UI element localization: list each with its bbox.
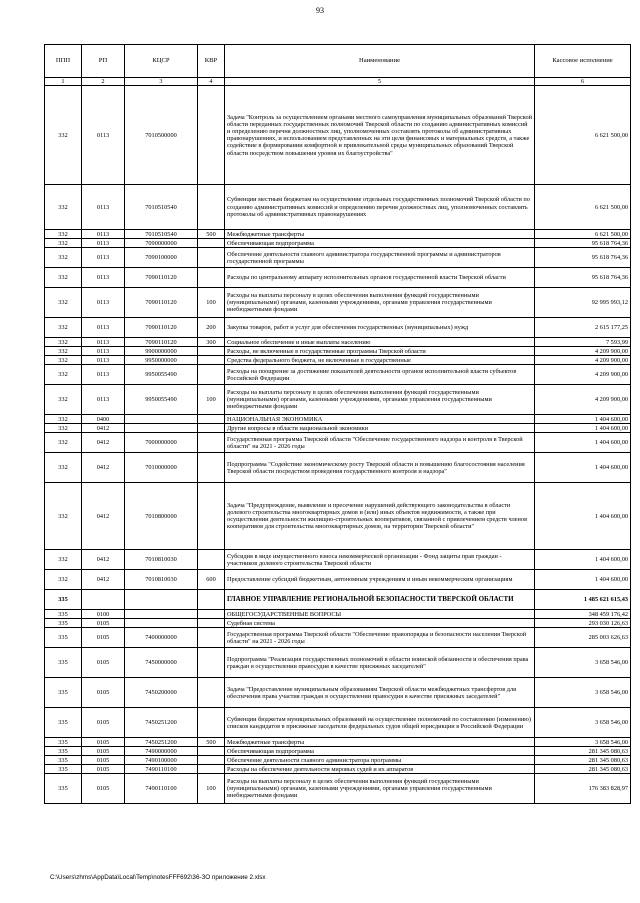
column-number: 6: [535, 78, 631, 86]
table-row: [45, 338, 631, 347]
cell-name: Подпрограмма "Содействие экономическому росту Тверской области и повышению благосостояния населения Тверской области посредством проведения государственного контроля и надзора": [225, 453, 535, 483]
header-kvr: КВР: [198, 45, 225, 78]
table-row: [45, 590, 631, 610]
table-row: [45, 765, 631, 774]
cell-kvr: [198, 678, 225, 708]
cell-kcsr: 7010810030: [125, 570, 198, 590]
cell-kvr: 100: [198, 385, 225, 415]
cell-amount: 95 618 764,36: [535, 248, 631, 268]
cell-kcsr: 9950055490: [125, 365, 198, 385]
cell-kvr: [198, 648, 225, 678]
cell-amount: 1 404 600,00: [535, 550, 631, 570]
table-row: [45, 648, 631, 678]
cell-kvr: [198, 550, 225, 570]
cell-kvr: 100: [198, 288, 225, 318]
table-row: [45, 365, 631, 385]
cell-name: Государственная программа Тверской области "Обеспечение государственного надзора и контроля в Тверской области" на 2021 - 2026 годы: [225, 433, 535, 453]
column-number: 3: [125, 78, 198, 86]
cell-amount: 1 404 600,00: [535, 570, 631, 590]
table-row: [45, 756, 631, 765]
cell-amount: 95 618 764,36: [535, 239, 631, 248]
cell-amount: 3 658 546,00: [535, 648, 631, 678]
page-number: 93: [316, 6, 324, 15]
cell-kvr: 100: [198, 774, 225, 804]
cell-rp: 0412: [82, 424, 125, 433]
cell-rp: 0113: [82, 185, 125, 230]
cell-ppp: 332: [45, 415, 82, 424]
cell-name: Межбюджетные трансферты: [225, 738, 535, 747]
cell-kcsr: 7450251200: [125, 738, 198, 747]
cell-kcsr: 7090110120: [125, 268, 198, 288]
cell-amount: 1 404 600,00: [535, 424, 631, 433]
cell-kvr: [198, 619, 225, 628]
cell-amount: 1 404 600,00: [535, 453, 631, 483]
cell-ppp: 332: [45, 338, 82, 347]
cell-rp: 0105: [82, 747, 125, 756]
cell-kvr: [198, 347, 225, 356]
cell-amount: 281 345 080,63: [535, 747, 631, 756]
cell-kcsr: [125, 415, 198, 424]
cell-ppp: 335: [45, 648, 82, 678]
cell-rp: 0113: [82, 239, 125, 248]
cell-rp: 0412: [82, 550, 125, 570]
cell-amount: 4 209 900,00: [535, 385, 631, 415]
table-row: [45, 747, 631, 756]
table-row: [45, 628, 631, 648]
cell-name: Межбюджетные трансферты: [225, 230, 535, 239]
cell-kcsr: 7450000000: [125, 648, 198, 678]
cell-ppp: 335: [45, 774, 82, 804]
cell-ppp: 332: [45, 483, 82, 550]
cell-kcsr: 7010510540: [125, 230, 198, 239]
cell-kcsr: 7490110100: [125, 765, 198, 774]
cell-name: Субвенции бюджетам муниципальных образований на осуществление полномочий по составлению (изменению) списков кандидатов в присяжные заседатели федеральных судов общей юрисдикции в Российской Федерации: [225, 708, 535, 738]
cell-name: Расходы, не включенные в государственные программы Тверской области: [225, 347, 535, 356]
cell-amount: 176 383 828,97: [535, 774, 631, 804]
cell-rp: 0105: [82, 774, 125, 804]
table-row: [45, 738, 631, 747]
cell-amount: 95 618 764,36: [535, 268, 631, 288]
table-row: [45, 347, 631, 356]
cell-ppp: 332: [45, 230, 82, 239]
cell-ppp: 332: [45, 86, 82, 185]
cell-rp: 0113: [82, 288, 125, 318]
cell-kcsr: 7010500000: [125, 86, 198, 185]
cell-kvr: [198, 248, 225, 268]
cell-name: Обеспечение деятельности главного администратора программы: [225, 756, 535, 765]
cell-ppp: 335: [45, 628, 82, 648]
cell-rp: 0412: [82, 483, 125, 550]
cell-ppp: 335: [45, 678, 82, 708]
cell-kcsr: 7090110120: [125, 318, 198, 338]
cell-ppp: 335: [45, 610, 82, 619]
cell-rp: 0105: [82, 765, 125, 774]
cell-amount: 1 404 600,00: [535, 415, 631, 424]
cell-amount: 4 209 900,00: [535, 365, 631, 385]
cell-ppp: 332: [45, 550, 82, 570]
cell-ppp: 335: [45, 738, 82, 747]
header-rp: РП: [82, 45, 125, 78]
cell-kcsr: 7400000000: [125, 628, 198, 648]
cell-kvr: [198, 590, 225, 610]
cell-kcsr: 7090110120: [125, 288, 198, 318]
cell-kvr: [198, 424, 225, 433]
cell-name: Обеспечивающая подпрограмма: [225, 747, 535, 756]
cell-rp: 0105: [82, 708, 125, 738]
cell-kvr: 500: [198, 230, 225, 239]
cell-kvr: [198, 747, 225, 756]
cell-kvr: 600: [198, 570, 225, 590]
table-row: [45, 268, 631, 288]
cell-amount: 3 658 546,00: [535, 738, 631, 747]
cell-amount: 348 459 176,42: [535, 610, 631, 619]
cell-rp: 0105: [82, 619, 125, 628]
cell-rp: 0113: [82, 268, 125, 288]
cell-ppp: 332: [45, 424, 82, 433]
cell-kcsr: 7490000000: [125, 747, 198, 756]
cell-ppp: 332: [45, 570, 82, 590]
header-ppp: ППП: [45, 45, 82, 78]
cell-name: НАЦИОНАЛЬНАЯ ЭКОНОМИКА: [225, 415, 535, 424]
cell-rp: 0113: [82, 230, 125, 239]
table-row: [45, 678, 631, 708]
cell-rp: 0412: [82, 433, 125, 453]
cell-ppp: 332: [45, 239, 82, 248]
cell-ppp: 332: [45, 433, 82, 453]
column-number: 5: [225, 78, 535, 86]
cell-kvr: [198, 268, 225, 288]
column-number: 2: [82, 78, 125, 86]
cell-kvr: [198, 756, 225, 765]
cell-rp: 0113: [82, 365, 125, 385]
cell-kcsr: 7450200000: [125, 678, 198, 708]
cell-kcsr: 7010000000: [125, 453, 198, 483]
cell-ppp: 335: [45, 708, 82, 738]
cell-ppp: 332: [45, 453, 82, 483]
cell-ppp: 335: [45, 747, 82, 756]
cell-kvr: [198, 365, 225, 385]
cell-name: Судебная система: [225, 619, 535, 628]
cell-kcsr: [125, 424, 198, 433]
cell-amount: 293 030 126,63: [535, 619, 631, 628]
cell-amount: 6 621 500,00: [535, 185, 631, 230]
cell-name: Средства федерального бюджета, не включенные в государственные: [225, 356, 535, 365]
cell-ppp: 335: [45, 590, 82, 610]
header-kcsr: КЦСР: [125, 45, 198, 78]
cell-rp: 0105: [82, 678, 125, 708]
cell-name: ОБЩЕГОСУДАРСТВЕННЫЕ ВОПРОСЫ: [225, 610, 535, 619]
cell-ppp: 335: [45, 756, 82, 765]
cell-kcsr: 7490110100: [125, 774, 198, 804]
cell-ppp: 332: [45, 185, 82, 230]
cell-kcsr: 7010800000: [125, 483, 198, 550]
cell-kvr: [198, 433, 225, 453]
cell-kcsr: 7010810030: [125, 550, 198, 570]
cell-name: Задача "Предупреждение, выявление и пресечение нарушений действующего законодательства в области долевого строительства многоквартирных домов и (или) иных объектов недвижимости, а также при осуществлении деятельности жилищно-строительных кооперативов, связанной с привлечением средств членов кооперативов для строительства многоквартирных домов, на территории Тверской области": [225, 483, 535, 550]
cell-rp: 0400: [82, 415, 125, 424]
cell-kcsr: [125, 619, 198, 628]
table-row: [45, 550, 631, 570]
table-body: [45, 78, 631, 804]
table-row: [45, 230, 631, 239]
cell-amount: 4 209 900,00: [535, 356, 631, 365]
cell-amount: 281 345 080,63: [535, 765, 631, 774]
cell-name: Другие вопросы в области национальной экономики: [225, 424, 535, 433]
cell-amount: 1 404 600,00: [535, 433, 631, 453]
cell-kvr: [198, 185, 225, 230]
cell-amount: 3 658 546,00: [535, 708, 631, 738]
cell-kvr: [198, 356, 225, 365]
cell-name: Обеспечение деятельности главного администратора государственной программы и администраторов государственной программы: [225, 248, 535, 268]
cell-name: ГЛАВНОЕ УПРАВЛЕНИЕ РЕГИОНАЛЬНОЙ БЕЗОПАСНОСТИ ТВЕРСКОЙ ОБЛАСТИ: [225, 590, 535, 610]
cell-rp: 0113: [82, 347, 125, 356]
column-number: 4: [198, 78, 225, 86]
cell-name: Расходы на выплаты персоналу в целях обеспечения выполнения функций государственными (муниципальными) органами, казенными учреждениями, органами управления государственными внебюджетными фондами: [225, 385, 535, 415]
cell-ppp: 332: [45, 268, 82, 288]
cell-ppp: 332: [45, 356, 82, 365]
cell-ppp: 332: [45, 347, 82, 356]
header-name: Наименование: [225, 45, 535, 78]
cell-kcsr: [125, 590, 198, 610]
cell-amount: 285 003 626,63: [535, 628, 631, 648]
cell-kvr: [198, 453, 225, 483]
cell-amount: 6 621 500,00: [535, 230, 631, 239]
budget-table: [44, 44, 631, 804]
cell-kcsr: 7090100000: [125, 248, 198, 268]
cell-amount: 1 404 600,00: [535, 483, 631, 550]
cell-amount: 3 658 546,00: [535, 678, 631, 708]
cell-kcsr: 9900000000: [125, 347, 198, 356]
cell-kvr: [198, 708, 225, 738]
cell-amount: 92 995 993,12: [535, 288, 631, 318]
cell-kvr: 300: [198, 338, 225, 347]
table-header-row: [45, 45, 631, 78]
cell-name: Расходы на выплаты персоналу в целях обеспечения выполнения функций государственными (муниципальными) органами, казенными учреждениями, органами управления государственными внебюджетными фондами: [225, 288, 535, 318]
cell-name: Государственная программа Тверской области "Обеспечение правопорядка и безопасности населения Тверской области" на 2021 - 2026 годы: [225, 628, 535, 648]
cell-ppp: 335: [45, 619, 82, 628]
table-row: [45, 453, 631, 483]
table-row: [45, 610, 631, 619]
cell-kvr: 200: [198, 318, 225, 338]
cell-kvr: [198, 415, 225, 424]
table-row: [45, 570, 631, 590]
table-row: [45, 424, 631, 433]
table-row: [45, 185, 631, 230]
cell-ppp: 335: [45, 765, 82, 774]
cell-amount: 6 621 500,00: [535, 86, 631, 185]
cell-kvr: 500: [198, 738, 225, 747]
cell-amount: 2 615 177,25: [535, 318, 631, 338]
cell-rp: 0113: [82, 338, 125, 347]
cell-name: Расходы на поощрение за достижение показателей деятельности органов исполнительной власти субъектов Российской Федерации: [225, 365, 535, 385]
cell-name: Расходы на обеспечение деятельности мировых судей и их аппаратов: [225, 765, 535, 774]
cell-kvr: [198, 86, 225, 185]
cell-kcsr: 7450251200: [125, 708, 198, 738]
cell-name: Социальное обеспечение и иные выплаты населению: [225, 338, 535, 347]
table-row: [45, 708, 631, 738]
cell-kvr: [198, 610, 225, 619]
cell-name: Субсидия в виде имущественного взноса некоммерческой организации - Фонд защиты прав граждан - участников долевого строительства Тверской области: [225, 550, 535, 570]
cell-rp: [82, 590, 125, 610]
cell-name: Задача "Предоставление муниципальным образованиям Тверской области межбюджетных трансфертов для обеспечения права участия граждан в осуществлении правосудия в качестве присяжных заседателей": [225, 678, 535, 708]
cell-amount: 4 209 900,00: [535, 347, 631, 356]
cell-kcsr: 7490100000: [125, 756, 198, 765]
column-number: 1: [45, 78, 82, 86]
cell-ppp: 332: [45, 365, 82, 385]
cell-ppp: 332: [45, 248, 82, 268]
cell-kcsr: 7010510540: [125, 185, 198, 230]
cell-kcsr: 7090000000: [125, 239, 198, 248]
cell-amount: 7 593,99: [535, 338, 631, 347]
table-row: [45, 433, 631, 453]
cell-kcsr: 7000000000: [125, 433, 198, 453]
cell-rp: 0113: [82, 356, 125, 365]
cell-name: Расходы на выплаты персоналу в целях обеспечения выполнения функций государственными (муниципальными) органами, казенными учреждениями, органами управления государственными внебюджетными фондами: [225, 774, 535, 804]
cell-rp: 0105: [82, 738, 125, 747]
cell-amount: 1 485 621 615,43: [535, 590, 631, 610]
cell-kcsr: [125, 610, 198, 619]
table-row: [45, 385, 631, 415]
cell-name: Субвенции местным бюджетам на осуществление отдельных государственных полномочий Тверской области по созданию административных комиссий и определению перечня должностных лиц, уполномоченных составлять протоколы об административных правонарушениях: [225, 185, 535, 230]
cell-kvr: [198, 239, 225, 248]
cell-rp: 0100: [82, 610, 125, 619]
cell-rp: 0105: [82, 756, 125, 765]
column-number-row: [45, 78, 631, 86]
cell-ppp: 332: [45, 288, 82, 318]
cell-name: Закупка товаров, работ и услуг для обеспечения государственных (муниципальных) нужд: [225, 318, 535, 338]
cell-ppp: 332: [45, 318, 82, 338]
cell-name: Подпрограмма "Реализация государственных полномочий в области воинской обязанности и обеспечения права граждан в осуществлении правосудия в качестве присяжных заседателей": [225, 648, 535, 678]
cell-kcsr: 9950055490: [125, 385, 198, 415]
cell-kcsr: 7090110120: [125, 338, 198, 347]
cell-kvr: [198, 765, 225, 774]
file-path-footer: C:\Users\zhms\AppData\Local\Temp\notesFFF692\36-ЗО приложение 2.xlsx: [50, 874, 266, 881]
cell-rp: 0113: [82, 86, 125, 185]
cell-rp: 0113: [82, 248, 125, 268]
cell-ppp: 332: [45, 385, 82, 415]
table-row: [45, 288, 631, 318]
header-amount: Кассовое исполнение: [535, 45, 631, 78]
table-row: [45, 483, 631, 550]
cell-kvr: [198, 483, 225, 550]
cell-name: Расходы по центральному аппарату исполнительных органов государственной власти Тверской области: [225, 268, 535, 288]
cell-name: Обеспечивающая подпрограмма: [225, 239, 535, 248]
table-row: [45, 356, 631, 365]
cell-rp: 0105: [82, 628, 125, 648]
cell-name: Предоставление субсидий бюджетным, автономным учреждениям и иным некоммерческим организациям: [225, 570, 535, 590]
cell-kcsr: 9950000000: [125, 356, 198, 365]
cell-amount: 281 345 080,63: [535, 756, 631, 765]
table-row: [45, 774, 631, 804]
cell-kvr: [198, 628, 225, 648]
cell-rp: 0113: [82, 318, 125, 338]
cell-rp: 0113: [82, 385, 125, 415]
cell-name: Задача "Контроль за осуществлением органами местного самоуправления муниципальных образований Тверской области переданных государственных полномочий Тверской области по созданию административных комиссий и определению перечня должностных лиц, уполномоченных составлять протоколы об административных правонарушениях, и использованием представленных на эти цели финансовых и материальных средств, а также содействие в формировании комфортной и привлекательной среды муниципальных образований Тверской области посредством повышения уровня их благоустройства": [225, 86, 535, 185]
cell-rp: 0412: [82, 570, 125, 590]
table-row: [45, 318, 631, 338]
table-row: [45, 86, 631, 185]
cell-rp: 0105: [82, 648, 125, 678]
table-row: [45, 619, 631, 628]
table-row: [45, 248, 631, 268]
cell-rp: 0412: [82, 453, 125, 483]
table-row: [45, 239, 631, 248]
table-row: [45, 415, 631, 424]
